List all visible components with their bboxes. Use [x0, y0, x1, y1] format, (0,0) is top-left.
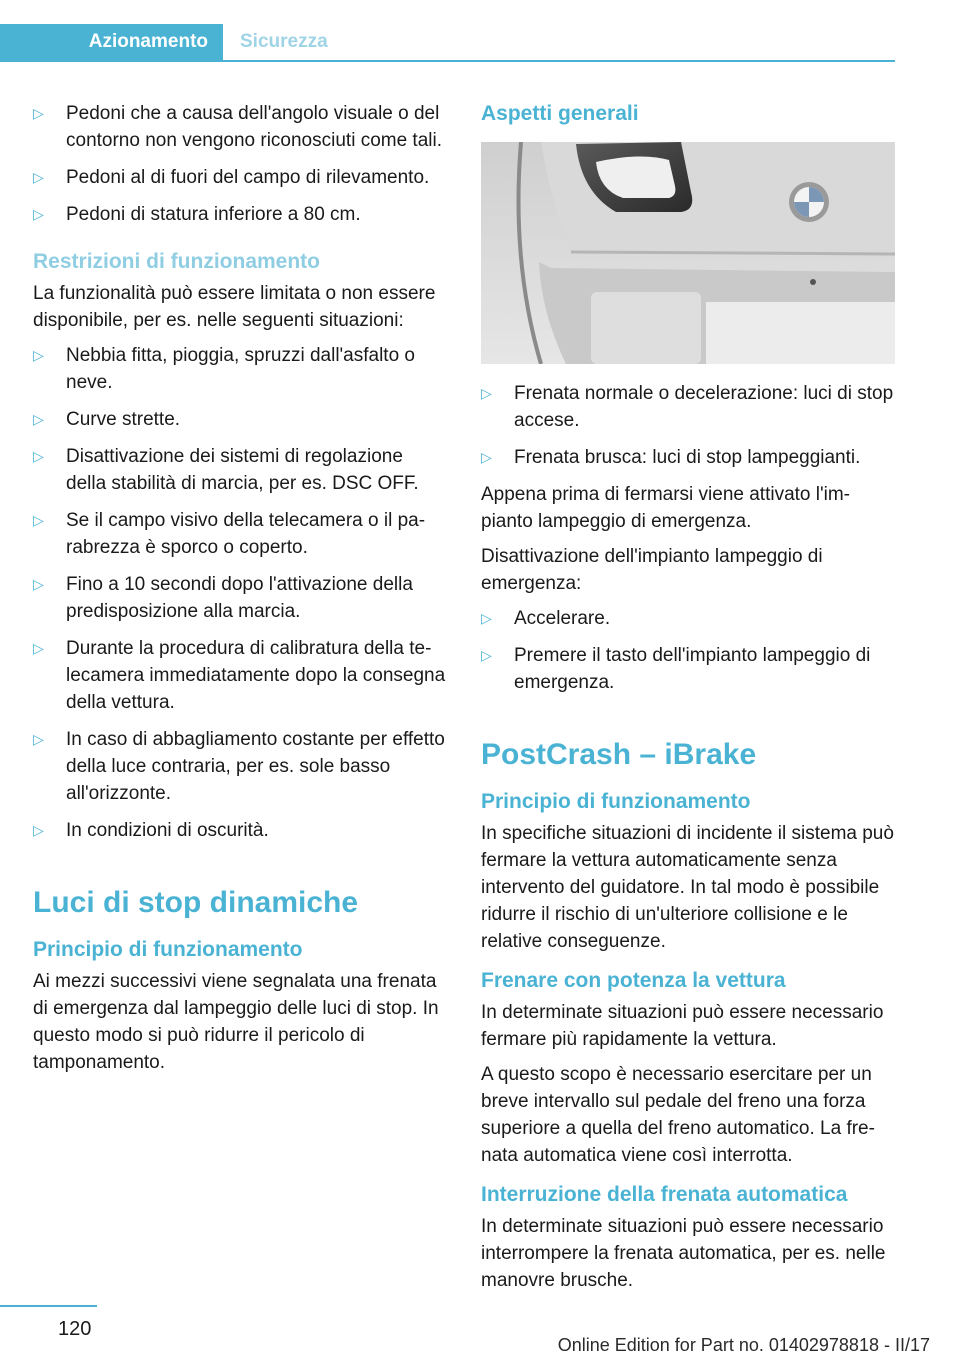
- triangle-bullet-icon: ▷: [33, 731, 44, 747]
- deactivate-paragraph: Disattivazione dell'impianto lampeggio di emergenza:: [481, 546, 823, 594]
- hazard-paragraph: Appena prima di fermarsi viene attivato l'impianto lampeggio di emergenza.: [481, 484, 850, 532]
- restrictions-bullet-list: [33, 342, 446, 844]
- pedestrian-bullet-list: [33, 100, 446, 228]
- list-item: ▷ Frenata normale o decelerazione: luci di stop accese.: [481, 380, 895, 434]
- triangle-bullet-icon: ▷: [33, 105, 44, 121]
- triangle-bullet-icon: ▷: [33, 411, 44, 427]
- triangle-bullet-icon: ▷: [33, 448, 44, 464]
- principle-heading: Principio di funzionamento: [481, 790, 751, 813]
- tab-azionamento[interactable]: Azionamento: [0, 24, 223, 60]
- tab-sicurezza[interactable]: Sicurezza: [240, 31, 328, 52]
- triangle-bullet-icon: ▷: [33, 822, 44, 838]
- triangle-bullet-icon: ▷: [481, 610, 492, 626]
- section-title-dynamic-brake-lights: Luci di stop dinamiche: [33, 886, 359, 919]
- brake-heading: Frenare con potenza la vettura: [481, 969, 786, 992]
- section-title-postcrash: PostCrash – iBrake: [481, 738, 757, 771]
- list-item: ▷ Accelerare.: [481, 605, 895, 632]
- footer-divider: [0, 1305, 97, 1307]
- header-divider: [0, 60, 895, 62]
- list-item: ▷ Frenata brusca: luci di stop lampeggianti.: [481, 444, 895, 471]
- list-item: ▷ Pedoni di statura inferiore a 80 cm.: [33, 201, 446, 228]
- triangle-bullet-icon: ▷: [481, 647, 492, 663]
- header: [0, 24, 895, 62]
- triangle-bullet-icon: ▷: [33, 169, 44, 185]
- triangle-bullet-icon: ▷: [33, 640, 44, 656]
- triangle-bullet-icon: ▷: [33, 576, 44, 592]
- interrupt-heading: Interruzione della frenata automatica: [481, 1183, 848, 1206]
- list-item: ▷ Premere il tasto dell'impianto lampeggio di emergenza.: [481, 642, 895, 696]
- deactivate-bullet-list: [481, 605, 895, 696]
- brake-text-2: A questo scopo è necessario esercitare per un breve intervallo sul pedale del freno una forza superiore a quella del freno automatico. La frenata automatica viene così interrotta.: [481, 1064, 875, 1166]
- brake-bullet-list: [481, 380, 895, 471]
- brake-text-1: In determinate situazioni può essere necessario fermare più rapidamente la vettura.: [481, 1002, 884, 1050]
- car-rear-illustration: [481, 142, 895, 364]
- list-item: ▷ Pedoni al di fuori del campo di rilevamento.: [33, 164, 446, 191]
- list-item: ▷ In caso di abbagliamento costante per effetto della luce contraria, per es. sole basso all'orizzonte.: [33, 726, 446, 807]
- car-rear-photo: [481, 142, 895, 364]
- page-number: 120: [58, 1318, 92, 1340]
- list-item: ▷ Durante la procedura di calibratura della telecamera immediatamente dopo la consegna della vettura.: [33, 635, 446, 716]
- right-column: [481, 100, 895, 1302]
- list-item: ▷ Curve strette.: [33, 406, 446, 433]
- list-item: ▷ Nebbia fitta, pioggia, spruzzi dall'asfalto o neve.: [33, 342, 446, 396]
- list-item: ▷ Pedoni che a causa dell'angolo visuale o del contorno non vengono riconosciuti come tali.: [33, 100, 446, 154]
- triangle-bullet-icon: ▷: [481, 449, 492, 465]
- left-column: [33, 100, 446, 1084]
- principle-text: Ai mezzi successivi viene segnalata una frenata di emergenza dal lampeggio delle luci di stop. In questo modo si può ridurre il pericolo di tamponamento.: [33, 971, 439, 1073]
- list-item: ▷ Disattivazione dei sistemi di regolazione della stabilità di marcia, per es. DSC OFF.: [33, 443, 446, 497]
- triangle-bullet-icon: ▷: [33, 347, 44, 363]
- triangle-bullet-icon: ▷: [481, 385, 492, 401]
- interrupt-text: In determinate situazioni può essere necessario interrompere la frenata automatica, per es. nelle manovre brusche.: [481, 1216, 886, 1291]
- triangle-bullet-icon: ▷: [33, 512, 44, 528]
- restrictions-intro: La funzionalità può essere limitata o non essere disponibile, per es. nelle seguenti situazioni:: [33, 283, 436, 331]
- restrictions-heading: Restrizioni di funzionamento: [33, 250, 320, 273]
- edition-footer: Online Edition for Part no. 01402978818 - II/17: [557, 1335, 930, 1355]
- general-heading: Aspetti generali: [481, 102, 639, 125]
- list-item: ▷ Fino a 10 secondi dopo l'attivazione della predisposizione alla marcia.: [33, 571, 446, 625]
- list-item: ▷ Se il campo visivo della telecamera o il parabrezza è sporco o coperto.: [33, 507, 446, 561]
- principle-text: In specifiche situazioni di incidente il sistema può fermare la vettura automaticamente senza intervento del guidatore. In tal modo è possibile ridurre il rischio di un'ulteriore collisione e le relative conseguenze.: [481, 823, 894, 952]
- triangle-bullet-icon: ▷: [33, 206, 44, 222]
- list-item: ▷ In condizioni di oscurità.: [33, 817, 446, 844]
- principle-heading: Principio di funzionamento: [33, 938, 303, 961]
